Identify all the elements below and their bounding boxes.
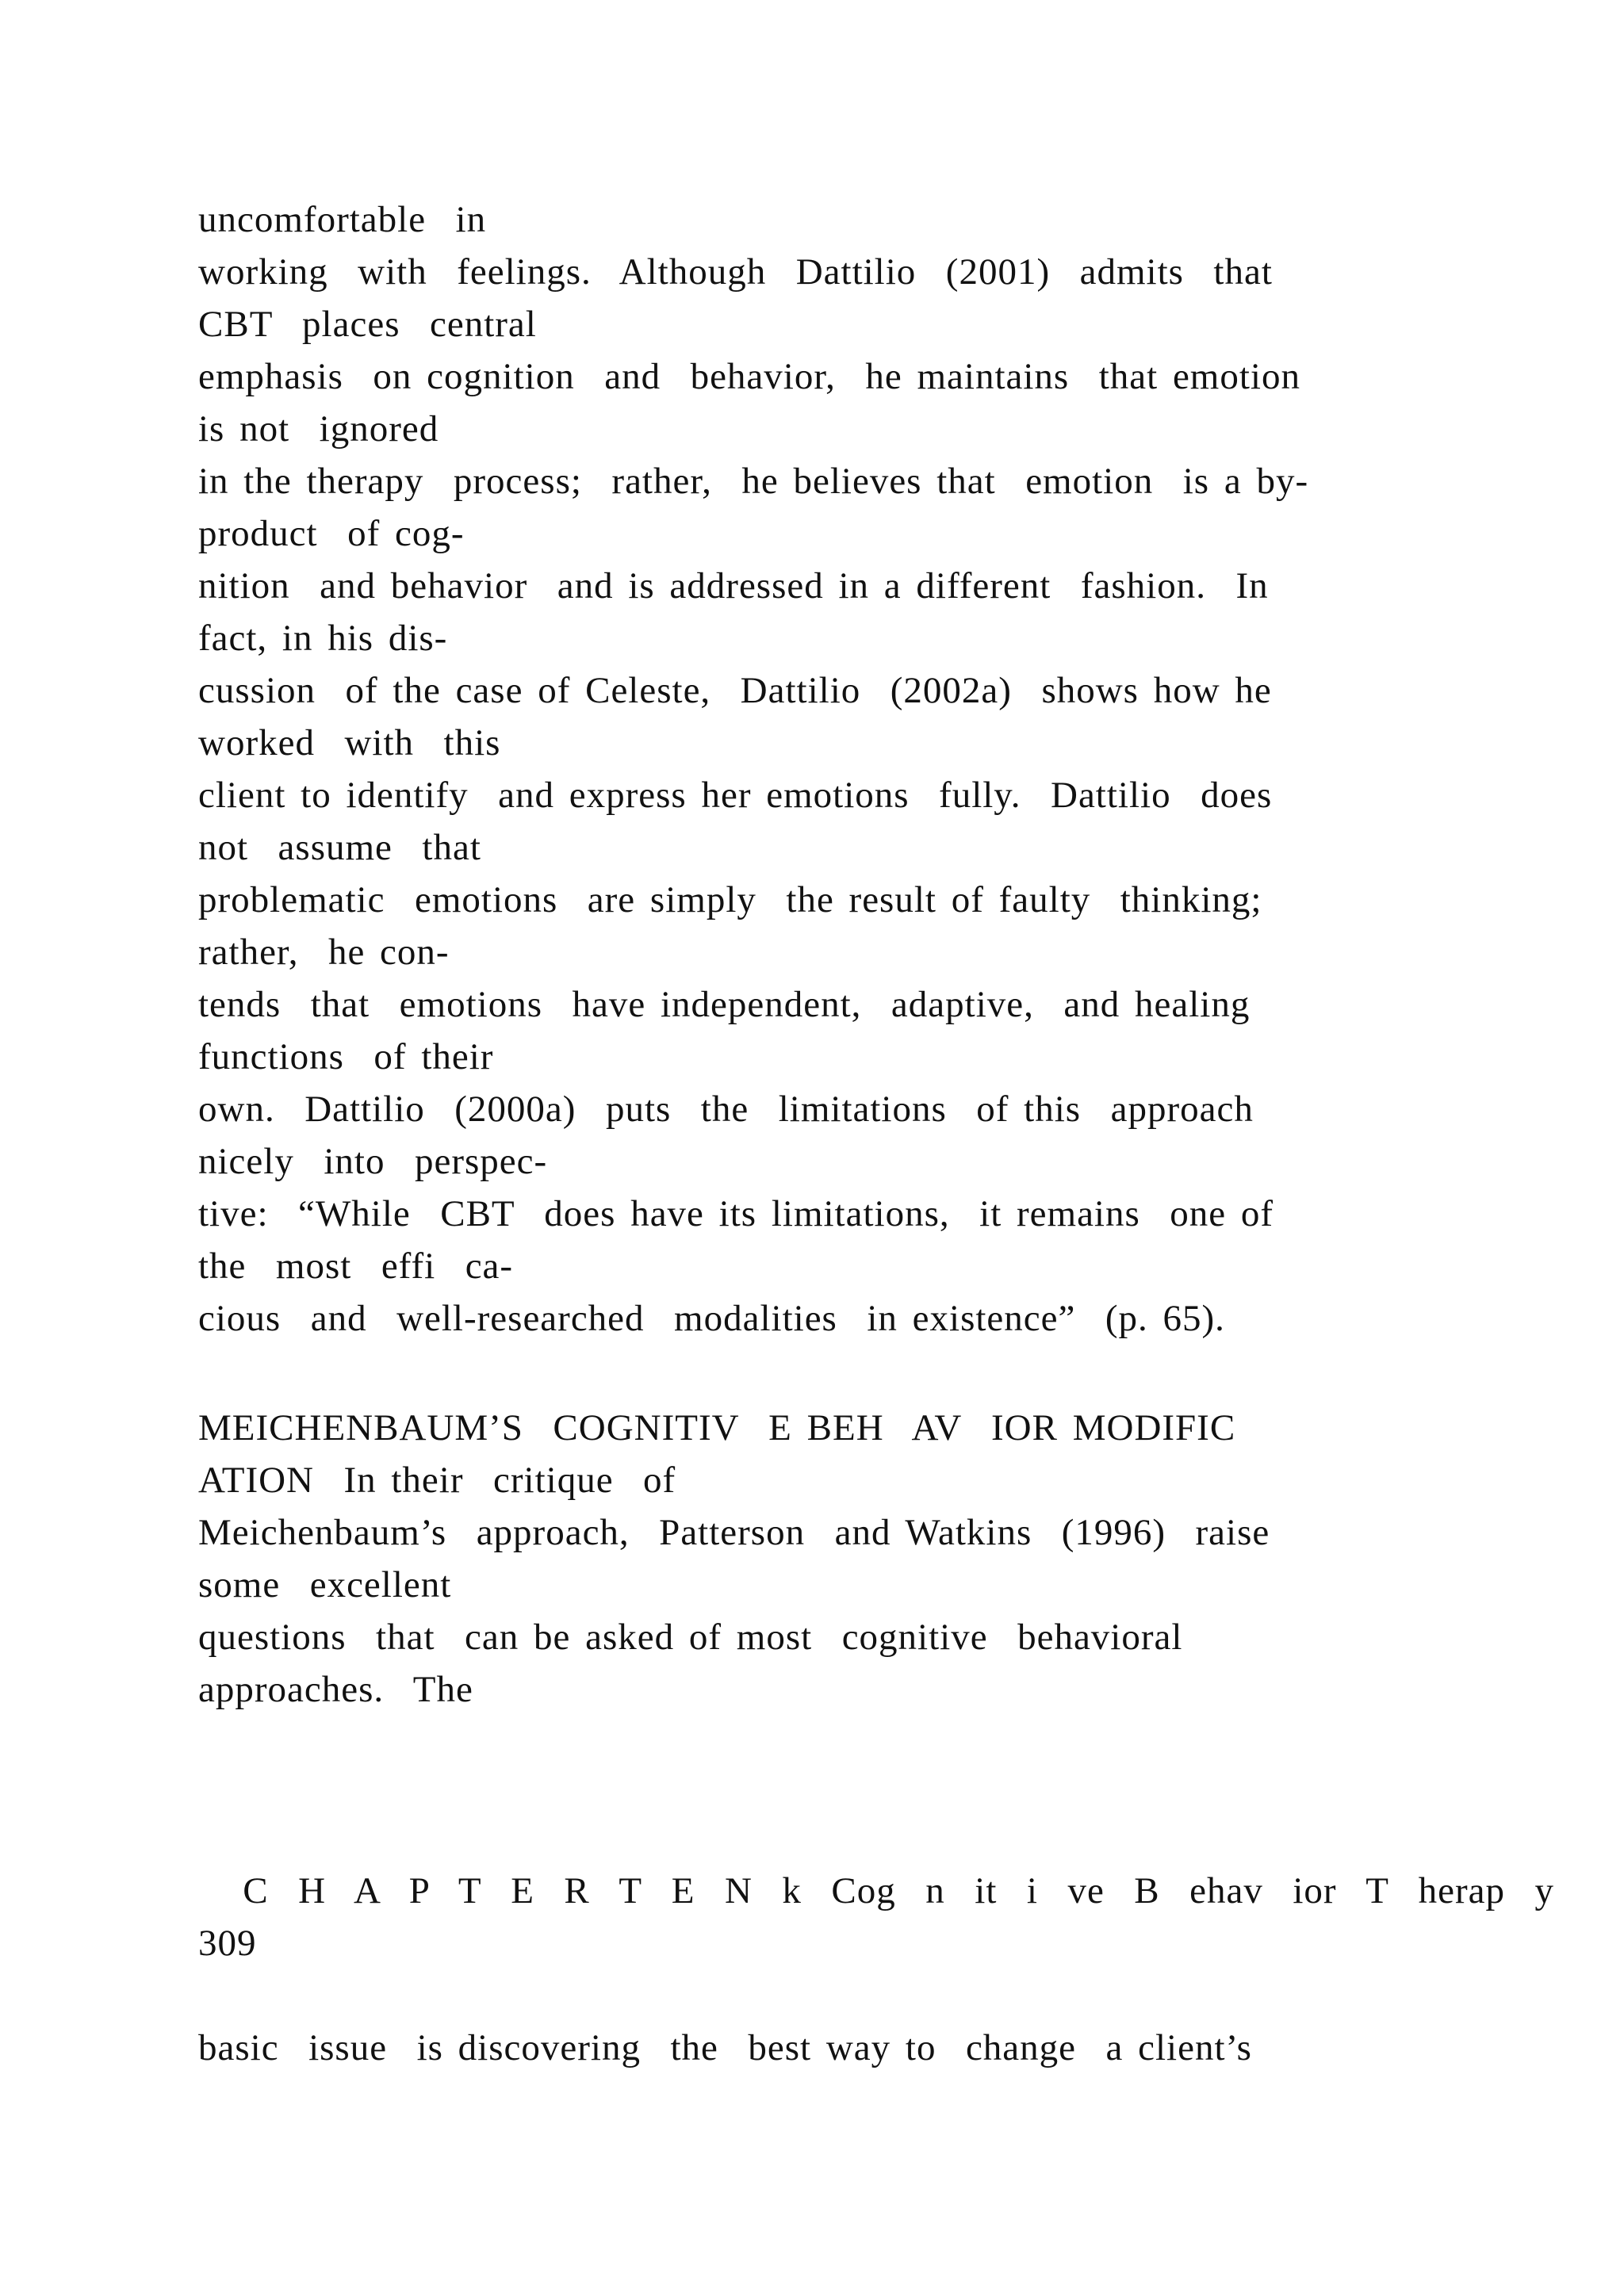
text-line: rather, he con- <box>198 932 450 973</box>
text-line: in the therapy process; rather, he believes that emotion is a by- <box>198 461 1309 502</box>
main-paragraph <box>198 193 1467 1345</box>
text-line: client to identify and express her emotions fully. Dattilio does <box>198 775 1273 816</box>
running-footer <box>198 1865 1554 1969</box>
section-paragraph <box>198 1402 1467 1716</box>
text-line: own. Dattilio (2000a) puts the limitations of this approach <box>198 1089 1254 1130</box>
text-line: the most effi ca- <box>198 1246 514 1287</box>
page-number: 309 <box>198 1923 257 1964</box>
text-line: cussion of the case of Celeste, Dattilio (2002a) shows how he <box>198 670 1272 711</box>
text-line: not assume that <box>198 827 481 868</box>
text-line: problematic emotions are simply the result of faulty thinking; <box>198 879 1262 920</box>
text-line: functions of their <box>198 1036 494 1077</box>
text-line: nition and behavior and is addressed in a different fashion. In <box>198 565 1269 607</box>
text-line: worked with this <box>198 722 501 763</box>
text-line: working with feelings. Although Dattilio (2001) admits that <box>198 251 1273 293</box>
text-line: approaches. The <box>198 1669 473 1710</box>
text-line: is not ignored <box>198 408 439 450</box>
text-line: fact, in his dis- <box>198 618 448 659</box>
text-line: nicely into perspec- <box>198 1141 548 1182</box>
text-line: cious and well-researched modalities in existence” (p. 65). <box>198 1298 1225 1339</box>
text-line: questions that can be asked of most cognitive behavioral <box>198 1617 1183 1658</box>
section-heading-line: MEICHENBAUM’S COGNITIV E BEH AV IOR MODIFIC <box>198 1407 1236 1448</box>
text-line: ATION In their critique of <box>198 1460 676 1501</box>
text-line: product of cog- <box>198 513 465 554</box>
continuation-paragraph <box>198 2022 1467 2074</box>
text-line: CBT places central <box>198 304 537 345</box>
text-line: Meichenbaum’s approach, Patterson and Watkins (1996) raise <box>198 1512 1270 1553</box>
text-line: tends that emotions have independent, adaptive, and healing <box>198 984 1251 1025</box>
chapter-title-line: C H A P T E R T E N k Cog n it i ve B ehav ior T herap y <box>198 1870 1554 1911</box>
text-line: uncomfortable in <box>198 199 487 240</box>
text-line: tive: “While CBT does have its limitations, it remains one of <box>198 1193 1274 1234</box>
text-line: basic issue is discovering the best way to change a client’s <box>198 2027 1252 2068</box>
text-line: some excellent <box>198 1564 452 1605</box>
text-line: emphasis on cognition and behavior, he maintains that emotion <box>198 356 1300 397</box>
